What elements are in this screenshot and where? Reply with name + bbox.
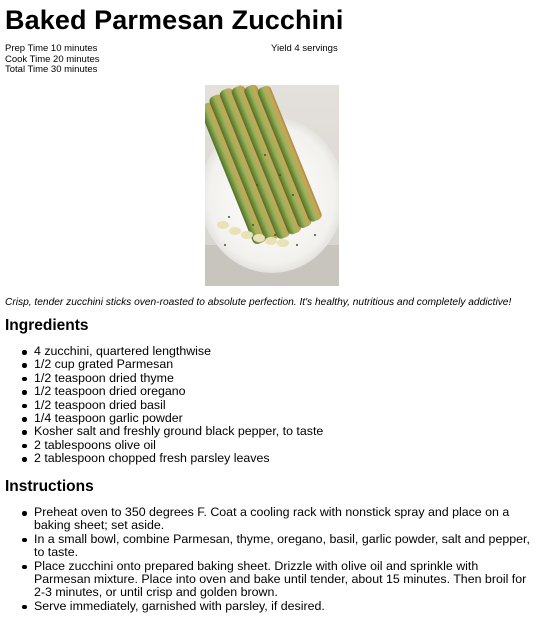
recipe-title: Baked Parmesan Zucchini [5,5,344,35]
recipe-yield: Yield 4 servings [271,43,338,54]
prep-time: Prep Time 10 minutes [5,43,98,54]
list-item: Preheat oven to 350 degrees F. Coat a cooling rack with nonstick spray and place on a baking sheet; set aside. [5,506,531,533]
recipe-times [5,44,100,76]
list-item: Kosher salt and freshly ground black pepper, to taste [5,425,505,438]
total-time: Total Time 30 minutes [5,64,98,75]
list-item: Place zucchini onto prepared baking sheet. Drizzle with olive oil and sprinkle with Parmesan mixture. Place into oven and bake until tender, about 15 minutes. Then broil for 2-3 minutes, or until crisp and golden brown. [5,560,531,600]
list-item: 1/4 teaspoon garlic powder [5,412,505,425]
list-item: 1/2 teaspoon dried basil [5,399,505,412]
list-item: Serve immediately, garnished with parsley, if desired. [5,600,531,613]
list-item: 4 zucchini, quartered lengthwise [5,345,505,358]
recipe-intro: Crisp, tender zucchini sticks oven-roasted to absolute perfection. It's healthy, nutritious and completely addictive! [5,297,512,308]
cook-time: Cook Time 20 minutes [5,53,100,65]
instructions-list [5,506,531,613]
list-item: 2 tablespoon chopped fresh parsley leaves [5,452,505,465]
list-item: 1/2 teaspoon dried thyme [5,372,505,385]
instructions-heading: Instructions [5,478,94,495]
list-item: In a small bowl, combine Parmesan, thyme, oregano, basil, garlic powder, salt and pepper, to taste. [5,533,531,560]
zucchini-photo [205,85,339,286]
ingredients-list [5,345,505,466]
list-item: 1/2 cup grated Parmesan [5,358,505,371]
list-item: 1/2 teaspoon dried oregano [5,385,505,398]
ingredients-heading: Ingredients [5,317,89,334]
list-item: 2 tablespoons olive oil [5,439,505,452]
